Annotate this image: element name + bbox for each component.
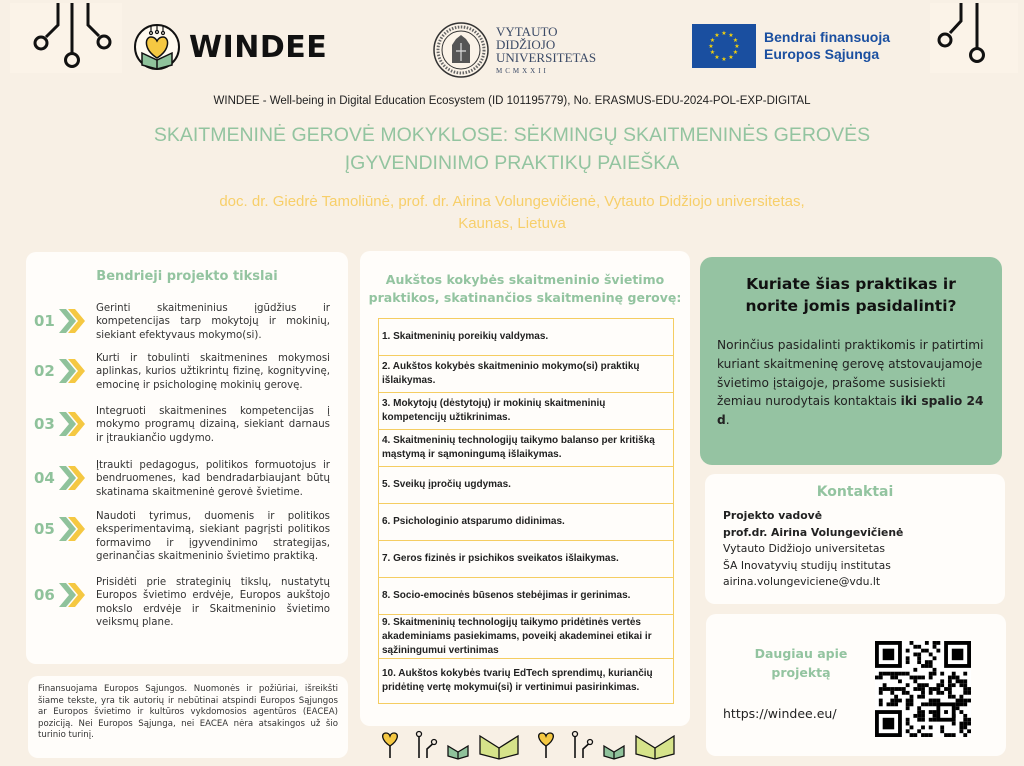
goal-text: Gerinti skaitmeninius įgūdžius ir kompetencijas tarp mokytojų ir mokinių, siekiant efektyvaus mokymo(si). <box>96 303 330 341</box>
qr-code[interactable] <box>875 641 971 737</box>
goal-number: 06 <box>34 586 55 604</box>
authors-line2: Kaunas, Lietuva <box>458 215 566 232</box>
goal-item <box>26 405 348 459</box>
small-book-icon <box>448 746 468 759</box>
project-url-link[interactable]: https://windee.eu/ <box>723 706 837 721</box>
goal-item <box>26 352 348 405</box>
practice-item: 3. Mokytojų (dėstytojų) ir mokinių skaitmeninių kompetencijų užtikrinimas. <box>379 393 673 430</box>
goal-text: Naudoti tyrimus, duomenis ir politikos eksperimentavimą, siekiant pagrįsti politikos formavimo ir įgyvendinimo strategijas, gerinančias skaitmeninio švietimo praktiką. <box>96 511 330 563</box>
practice-item: 7. Geros fizinės ir psichikos sveikatos išlaikymas. <box>379 541 673 578</box>
circuit-pin-icon <box>573 732 593 759</box>
practice-item: 1. Skaitmeninių poreikių valdymas. <box>379 319 673 356</box>
goal-item <box>26 459 348 510</box>
large-book-icon <box>636 736 674 759</box>
svg-text:★: ★ <box>734 43 740 50</box>
contact-role: Projekto vadovė <box>723 509 823 522</box>
goal-item <box>26 302 348 352</box>
goal-text: Integruoti skaitmenines kompetencijas į mokymo programų dizainą, siekiant darnaus ir įtraukiančio ugdymo. <box>96 406 330 444</box>
eu-flag-icon <box>692 24 756 68</box>
practice-item: 2. Aukštos kokybės skaitmeninio mokymo(si) praktikų išlaikymas. <box>379 356 673 393</box>
circuit-icon <box>10 3 122 73</box>
eu-line1: Bendrai finansuoja <box>764 29 891 45</box>
goals-list <box>26 302 348 636</box>
goal-number: 04 <box>34 469 55 487</box>
callout-deadline: iki spalio 24 d <box>717 394 984 428</box>
contacts-card <box>705 474 1005 604</box>
svg-text:★: ★ <box>732 49 739 56</box>
double-chevron-icon <box>58 516 86 542</box>
svg-text:★: ★ <box>728 54 734 61</box>
goal-badge <box>26 308 88 334</box>
windee-brand-text: WINDEE <box>189 29 328 65</box>
goal-number: 02 <box>34 362 55 380</box>
goals-card <box>26 252 348 664</box>
large-book-icon <box>480 736 518 759</box>
practices-card <box>360 251 690 726</box>
svg-text:★: ★ <box>721 30 727 37</box>
contact-email[interactable]: airina.volungeviciene@vdu.lt <box>723 575 881 588</box>
svg-text:★: ★ <box>728 32 734 39</box>
callout-title-line2: norite jomis pasidalinti? <box>745 297 957 315</box>
goal-number: 03 <box>34 415 55 433</box>
vdu-logo <box>432 18 602 82</box>
practices-title-line1: Aukštos kokybės skaitmeninio švietimo <box>385 272 665 287</box>
eu-line2: Europos Sąjunga <box>764 46 880 62</box>
practice-item: 8. Socio-emocinės būsenos stebėjimas ir gerinimas. <box>379 578 673 615</box>
poster-title-line2: ĮGYVENDINIMO PRAKTIKŲ PAIEŠKA <box>344 152 680 174</box>
goal-badge <box>26 465 88 491</box>
disclaimer-card <box>28 676 348 758</box>
practices-title-line2: praktikos, skatinančios skaitmeninę gerovę: <box>368 290 682 305</box>
vdu-name-line1: VYTAUTO <box>496 24 558 39</box>
goal-badge <box>26 358 88 384</box>
circuit-decoration-left <box>10 3 122 73</box>
svg-text:★: ★ <box>721 56 727 63</box>
goal-number: 01 <box>34 312 55 330</box>
circuit-decoration-right <box>930 3 1018 73</box>
small-book-icon <box>604 746 624 759</box>
windee-heart-book-icon <box>133 23 181 71</box>
vdu-seal-icon <box>432 21 490 79</box>
goal-badge <box>26 516 88 542</box>
goal-item <box>26 510 348 576</box>
eu-cofunded-logo <box>692 23 902 69</box>
svg-text:★: ★ <box>714 54 720 61</box>
callout-title-line1: Kuriate šias praktikas ir <box>746 275 956 293</box>
svg-text:★: ★ <box>709 37 716 44</box>
vdu-roman-year: MCMXXII <box>496 67 549 75</box>
svg-text:★: ★ <box>708 43 714 50</box>
heart-sprout-icon <box>383 733 398 758</box>
svg-text:★: ★ <box>714 32 720 39</box>
authors-line1: doc. dr. Giedrė Tamoliūnė, prof. dr. Airina Volungevičienė, Vytauto Didžiojo universitetas, <box>219 193 805 210</box>
goal-text: Prisidėti prie strateginių tikslų, nustatytų Europos švietimo erdvėje, Europos aukštojo mokslo erdvėje ir Skaitmeninio švietimo veiksmų plane. <box>96 577 330 629</box>
more-title-line1: Daugiau apie <box>754 646 848 661</box>
double-chevron-icon <box>58 308 86 334</box>
goal-number: 05 <box>34 520 55 538</box>
goal-text: Įtraukti pedagogus, politikos formuotojus ir bendruomenes, kad bendradarbiaujant būtų skatinama skaitmeninė gerovė švietime. <box>96 460 330 498</box>
contact-org: Vytauto Didžiojo universitetas <box>723 542 886 555</box>
callout-card <box>700 257 1002 465</box>
circuit-icon <box>930 3 1018 73</box>
goal-badge <box>26 411 88 437</box>
more-info-card <box>706 614 1006 756</box>
practices-table <box>378 318 674 704</box>
contact-institute: ŠA Inovatyvių studijų institutas <box>723 558 891 572</box>
practice-item: 10. Aukštos kokybės tvarių EdTech sprendimų, kuriančių pridėtinę vertę mokymui(si) ir vertinimui pasirinkimas. <box>382 668 653 693</box>
goals-title: Bendrieji projekto tikslai <box>96 269 278 284</box>
callout-end: . <box>725 413 730 428</box>
vdu-name-line2: DIDŽIOJO <box>496 37 556 52</box>
more-title-line2: projektą <box>771 665 831 680</box>
callout-body-text: Norinčius pasidalinti praktikomis ir patirtimi kuriant skaitmeninę gerovę atstovaujamoje švietimo įstaigoje, prašome susisiekti žemiau nurodytais kontaktais <box>717 338 984 409</box>
svg-text:★: ★ <box>709 49 716 56</box>
poster-title-line1: SKAITMENINĖ GEROVĖ MOKYKLOSE: SĖKMINGŲ SKAITMENINĖS GEROVĖS <box>153 124 871 146</box>
practice-item: 4. Skaitmeninių technologijų taikymo balanso per kritišką mąstymą ir sąmoningumą išlaikymas. <box>379 430 673 467</box>
decorations-row <box>378 730 678 760</box>
double-chevron-icon <box>58 358 86 384</box>
contact-name: prof.dr. Airina Volungevičienė <box>723 525 904 539</box>
windee-logo <box>133 22 333 72</box>
double-chevron-icon <box>58 465 86 491</box>
heart-sprout-icon <box>539 733 554 758</box>
goal-text: Kurti ir tobulinti skaitmenines mokymosi aplinkas, kurios užtikrintų fizinę, kognityvinę, emocinę ir psichologinę mokinių gerovę. <box>96 353 330 391</box>
double-chevron-icon <box>58 411 86 437</box>
practice-item: 5. Sveikų įpročių ugdymas. <box>379 467 673 504</box>
contacts-title: Kontaktai <box>816 484 894 500</box>
circuit-pin-icon <box>417 732 437 759</box>
svg-text:★: ★ <box>732 37 739 44</box>
practice-item: 6. Psichologinio atsparumo didinimas. <box>379 504 673 541</box>
practice-item: 9. Skaitmeninių technologijų taikymo pridėtinės vertės akademiniams pasiekimams, poveikį akademinei etikai ir sąžiningumui vertinimas <box>379 615 673 659</box>
project-id-line: WINDEE - Well-being in Digital Education Ecosystem (ID 101195779), No. ERASMUS-EDU-2024-POL-EXP-DIGITAL <box>213 95 811 107</box>
goal-badge <box>26 582 88 608</box>
double-chevron-icon <box>58 582 86 608</box>
vdu-name-line3: UNIVERSITETAS <box>496 50 597 65</box>
disclaimer-text: Finansuojama Europos Sąjungos. Nuomonės ir požiūriai, išreikšti šiame tekste, yra tik autorių ir nebūtinai atspindi Europos Sąjungos ar Europos švietimo ir kultūros vykdomosios agentūros (EACEA) poziciją. Nei Europos Sąjunga, nei EACEA nėra atsakingos už šio turinio turinį. <box>38 684 338 741</box>
callout-body <box>717 336 990 430</box>
goal-item <box>26 576 348 636</box>
